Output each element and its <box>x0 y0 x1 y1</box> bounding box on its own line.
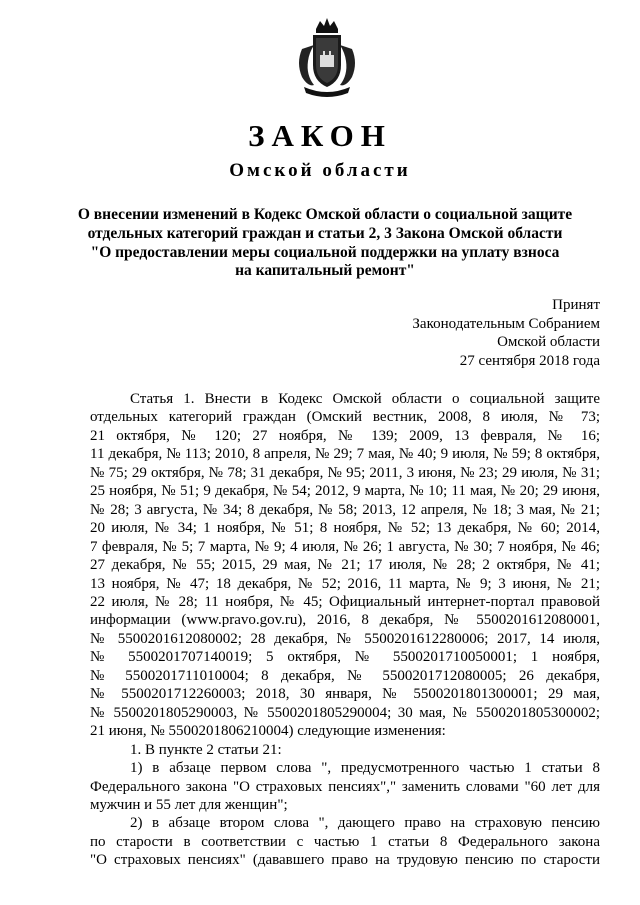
body-line: № 5500201711010004; 8 декабря, № 5500201712080005; 26 декабря, <box>90 667 600 684</box>
subject-line: О внесении изменений в Кодекс Омской области о социальной защите <box>77 206 573 223</box>
body-line: отдельных категорий граждан (Омский вестник, 2008, 8 июля, № 73; <box>90 409 600 426</box>
body-line: № 5500201805290003, № 5500201805290004; 30 мая, № 5500201805300002; <box>90 704 600 721</box>
adoption-line: Омской области <box>497 334 600 350</box>
body-line: 2) в абзаце втором слова ", дающего право на страховую пенсию <box>130 815 600 832</box>
body-line: 22 июля, № 28; 11 ноября, № 45; Официальный интернет-портал правовой <box>90 593 600 610</box>
body-line: 21 июня, № 5500201806210004) следующие изменения: <box>90 723 446 740</box>
body-line: 1) в абзаце первом слова ", предусмотренного частью 1 статьи 8 <box>130 760 600 777</box>
adoption-date: 27 сентября 2018 года <box>459 352 600 369</box>
body-line: № 5500201712260003; 2018, 30 января, № 5500201801300001; 29 мая, <box>90 686 600 703</box>
article-body <box>90 390 600 870</box>
law-subject <box>60 206 590 281</box>
body-line: мужчин и 55 лет для женщин"; <box>90 796 288 813</box>
body-line: № 5500201612080002; 28 декабря, № 5500201612280006; 2017, 14 июля, <box>90 630 600 647</box>
body-line: Статья 1. Внести в Кодекс Омской области о социальной защите <box>130 391 600 407</box>
subject-line: на капитальный ремонт" <box>235 262 415 280</box>
body-line: 21 октября, № 120; 27 ноября, № 139; 2009, 13 февраля, № 16; <box>90 427 600 444</box>
coat-of-arms-emblem <box>294 15 360 101</box>
body-line: № 75; 29 октября, № 78; 31 декабря, № 95; 2011, 3 июня, № 23; 29 июля, № 31; <box>90 464 600 481</box>
body-line: 13 ноября, № 47; 18 декабря, № 52; 2016, 11 марта, № 9; 3 июня, № 21; <box>90 575 600 592</box>
body-line: по старости в соответствии с частью 1 статьи 8 Федерального закона <box>90 833 600 850</box>
adoption-block <box>412 296 600 370</box>
body-line: 1. В пункте 2 статьи 21: <box>130 741 282 758</box>
body-line: № 5500201707140019; 5 октября, № 5500201710050001; 1 ноября, <box>90 649 600 666</box>
law-title: ЗАКОН <box>248 118 392 153</box>
body-line: информации (www.pravo.gov.ru), 2016, 8 декабря, № 5500201612080001, <box>90 612 600 629</box>
body-line: 7 февраля, № 5; 7 марта, № 9; 4 июля, № 26; 1 августа, № 30; 7 ноября, № 46; <box>90 538 600 555</box>
body-line: 11 декабря, № 113; 2010, 8 апреля, № 29; 7 мая, № 40; 9 июля, № 59; 8 октября, <box>90 446 600 463</box>
body-line: 25 ноября, № 51; 9 декабря, № 54; 2012, 9 марта, № 10; 11 мая, № 20; 29 июня, <box>90 483 600 500</box>
body-line: 20 июля, № 34; 1 ноября, № 51; 8 ноября, № 52; 13 декабря, № 60; 2014, <box>90 520 600 537</box>
body-line: Федерального закона "О страховых пенсиях"," заменить словами "60 лет для <box>90 778 600 795</box>
subject-line: отдельных категорий граждан и статьи 2, 3 Закона Омской области <box>87 224 563 242</box>
body-line: № 28; 3 августа, № 34; 8 декабря, № 58; 2013, 12 апреля, № 18; 3 мая, № 21; <box>90 501 600 518</box>
adoption-line: Принят <box>552 297 600 313</box>
region-name: Омской области <box>229 160 411 181</box>
adoption-line: Законодательным Собранием <box>412 315 600 332</box>
body-line: 27 декабря, № 55; 2015, 29 мая, № 21; 17 июля, № 28; 2 октября, № 41; <box>90 557 600 574</box>
body-line: "О страховых пенсиях" (дававшего право на трудовую пенсию по старости <box>90 852 600 869</box>
subject-line: "О предоставлении меры социальной поддержки на уплату взноса <box>90 243 560 261</box>
